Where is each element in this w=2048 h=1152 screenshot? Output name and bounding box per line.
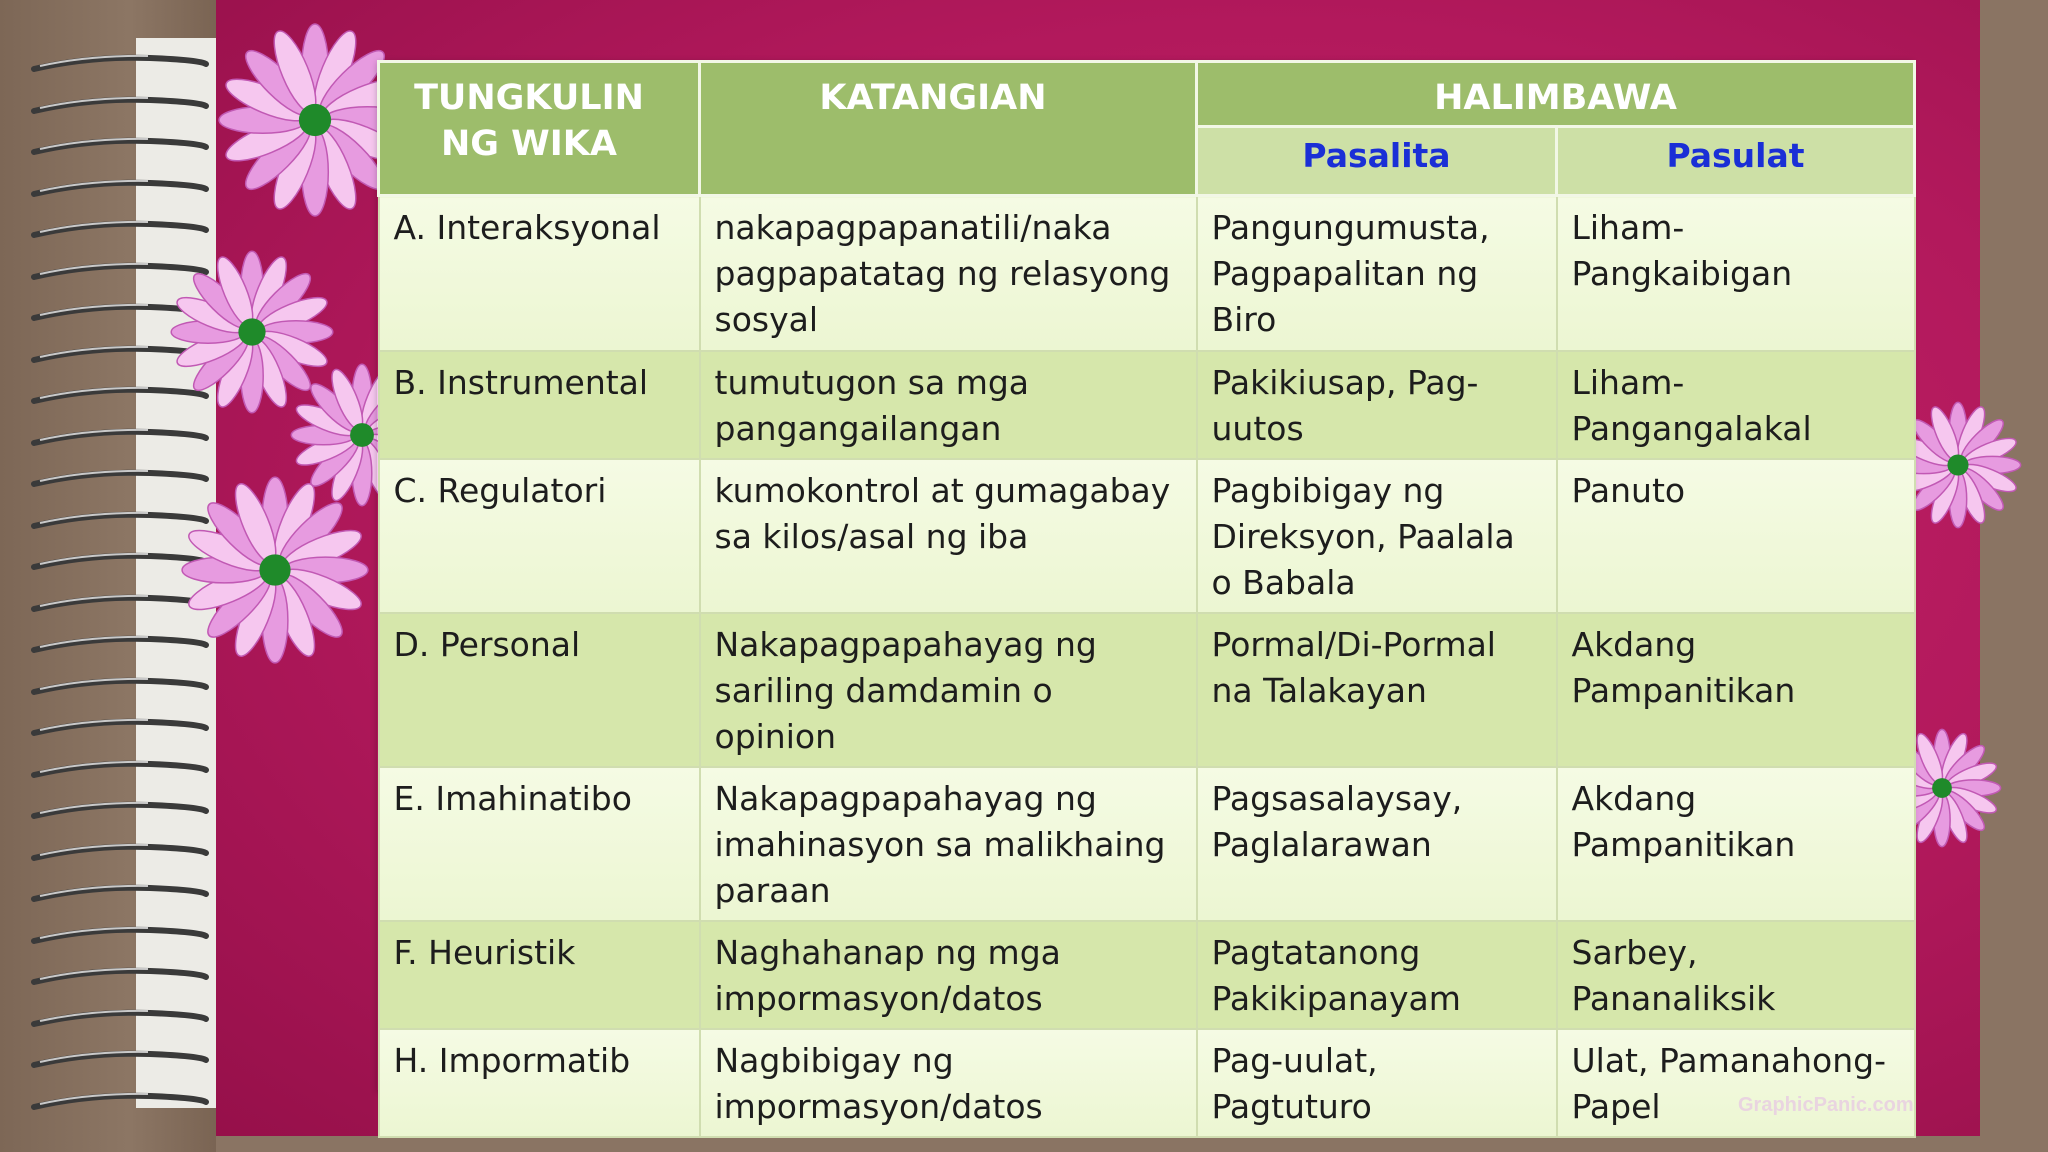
cell-tungkulin: C. Regulatori <box>379 459 700 613</box>
cell-pasulat: Akdang Pampanitikan <box>1557 613 1915 767</box>
spiral-coil <box>30 52 210 74</box>
cell-pasalita: Pag-uulat, Pagtuturo <box>1197 1029 1557 1137</box>
table-row <box>379 196 1915 351</box>
header-katangian: KATANGIAN <box>700 62 1197 196</box>
spiral-coil <box>30 218 210 240</box>
cell-katangian: Nakapagpapahayag ng imahinasyon sa malikhaing paraan <box>700 767 1197 921</box>
cell-tungkulin: B. Instrumental <box>379 351 700 459</box>
cell-pasalita: Pakikiusap, Pag-uutos <box>1197 351 1557 459</box>
spiral-coil <box>30 965 210 987</box>
spiral-coil <box>30 841 210 863</box>
spiral-coil <box>30 882 210 904</box>
cell-pasulat: Liham-Pangangalakal <box>1557 351 1915 459</box>
spiral-coil <box>30 1048 210 1070</box>
cell-tungkulin: H. Impormatib <box>379 1029 700 1137</box>
cell-pasalita: Pormal/Di-Pormal na Talakayan <box>1197 613 1557 767</box>
table-row <box>379 459 1915 613</box>
cell-pasalita: Pagtatanong Pakikipanayam <box>1197 921 1557 1029</box>
flower-icon <box>178 473 372 667</box>
cell-katangian: Naghahanap ng mga impormasyon/datos <box>700 921 1197 1029</box>
spiral-coil <box>30 675 210 697</box>
cell-pasulat: Sarbey, Pananaliksik <box>1557 921 1915 1029</box>
subheader-pasalita: Pasalita <box>1197 127 1557 196</box>
spiral-coil <box>30 1007 210 1029</box>
spiral-coil <box>30 799 210 821</box>
functions-table <box>377 60 1916 1138</box>
subheader-pasulat: Pasulat <box>1557 127 1915 196</box>
cell-katangian: Nakapagpapahayag ng sariling damdamin o opinion <box>700 613 1197 767</box>
spiral-coil <box>30 135 210 157</box>
slide-right-edge <box>1980 0 2048 1152</box>
cell-tungkulin: D. Personal <box>379 613 700 767</box>
cell-pasulat: Ulat, Pamanahong-Papel <box>1557 1029 1915 1137</box>
spiral-coil <box>30 1090 210 1112</box>
cell-pasulat: Liham-Pangkaibigan <box>1557 196 1915 351</box>
table-body <box>379 196 1915 1137</box>
spiral-coil <box>30 716 210 738</box>
header-tungkulin: TUNGKULIN NG WIKA <box>379 62 700 196</box>
cell-pasalita: Pagbibigay ng Direksyon, Paalala o Babala <box>1197 459 1557 613</box>
cell-pasalita: Pagsasalaysay, Paglalarawan <box>1197 767 1557 921</box>
cell-katangian: tumutugon sa mga pangangailangan <box>700 351 1197 459</box>
cell-tungkulin: A. Interaksyonal <box>379 196 700 351</box>
table-row <box>379 613 1915 767</box>
table-row <box>379 1029 1915 1137</box>
cell-katangian: nakapagpapanatili/naka pagpapatatag ng relasyong sosyal <box>700 196 1197 351</box>
table-row <box>379 767 1915 921</box>
spiral-coil <box>30 426 210 448</box>
cell-pasulat: Panuto <box>1557 459 1915 613</box>
cell-pasulat: Akdang Pampanitikan <box>1557 767 1915 921</box>
cell-pasalita: Pangungumusta, Pagpapalitan ng Biro <box>1197 196 1557 351</box>
table-header-row <box>379 62 1915 127</box>
spiral-coil <box>30 94 210 116</box>
cell-tungkulin: E. Imahinatibo <box>379 767 700 921</box>
cell-tungkulin: F. Heuristik <box>379 921 700 1029</box>
spiral-coil <box>30 924 210 946</box>
spiral-coil <box>30 758 210 780</box>
spiral-coil <box>30 177 210 199</box>
table-row <box>379 921 1915 1029</box>
header-halimbawa: HALIMBAWA <box>1197 62 1915 127</box>
cell-katangian: kumokontrol at gumagabay sa kilos/asal ng iba <box>700 459 1197 613</box>
watermark: GraphicPanic.com <box>1738 1094 1914 1116</box>
cell-katangian: Nagbibigay ng impormasyon/datos <box>700 1029 1197 1137</box>
table-row <box>379 351 1915 459</box>
